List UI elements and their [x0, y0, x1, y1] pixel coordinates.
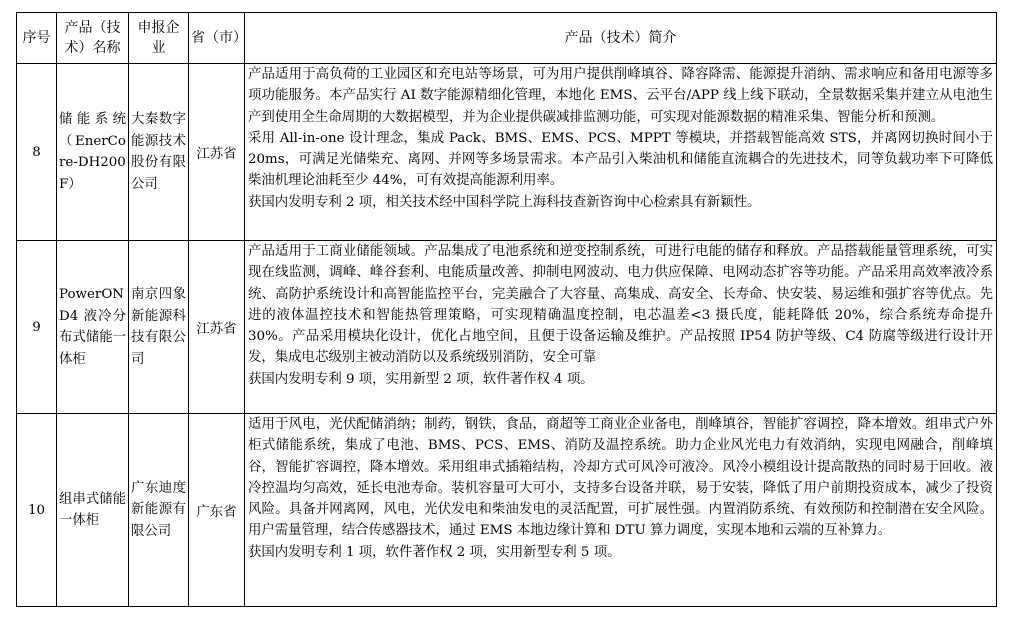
header-desc: 产品（技术）简介: [245, 13, 997, 64]
header-product: 产品（技术）名称: [57, 13, 129, 64]
row-company: 广东迪度新能源有限公司: [129, 414, 189, 607]
description-patents: 获国内发明专利 2 项，相关技术经中国科学院上海科技查新咨询中心检索具有新颖性。: [248, 194, 761, 210]
description-paragraph: 产品适用于高负荷的工业园区和充电站等场景，可为用户提供削峰填谷、降容降需、能源提升消纳、需求响应和备用电源等多项功能服务。本产品实行 AI 数字能源精细化管理，本地化 EMS、云平台/APP 线上线下联动，全景数据采集并建立从电池生产到使用全生命周期的大数据模型，并为企业提供碳减排监测功能，可实现对能源数据的精准采集、智能分析和预测。: [248, 67, 993, 125]
row-province: 广东省: [189, 414, 245, 607]
row-description: [245, 241, 997, 414]
row-company: 南京四象新能源科技有限公司: [129, 241, 189, 414]
row-province: 江苏省: [189, 64, 245, 241]
description-patents: 获国内发明专利 1 项，软件著作权 2 项，实用新型专利 5 项。: [248, 544, 621, 560]
row-company: 大秦数字能源技术股份有限公司: [129, 64, 189, 241]
description-paragraph: 适用于风电，光伏配储消纳；制药，钢铁，食品，商超等工商业企业备电，削峰填谷，智能扩容调控，降本增效。组串式户外柜式储能系统，集成了电池、BMS、PCS、EMS、消防及温控系统。助力企业风光电力有效消纳，实现电网融合，削峰填谷，智能扩容调控，降本增效。采用组串式插箱结构，冷却方式可风冷可液冷。风冷小模组设计提高散热的同时易于回收。液冷控温均匀高效，延长电池寿命。装机容量可大可小，支持多台设备并联，易于安装，降低了用户前期投资成本，减少了投资风险。具备并网离网，风电，光伏发电和柴油发电的灵活配置，可扩展性强。内置消防系统、有效预防和控制潜在安全风险。用户需量管理，结合传感器技术，通过 EMS 本地边缘计算和 DTU 算力调度，实现本地和云端的互补算力。: [248, 417, 993, 539]
row-description: [245, 64, 997, 241]
table-row: [17, 64, 997, 241]
row-seq: 10: [17, 414, 57, 607]
description-patents: 获国内发明专利 9 项，实用新型 2 项，软件著作权 4 项。: [248, 371, 594, 387]
row-province: 江苏省: [189, 241, 245, 414]
description-paragraph: 产品适用于工商业储能领域。产品集成了电池系统和逆变控制系统，可进行电能的储存和释放。产品搭载能量管理系统，可实现在线监测，调峰、峰谷套利、电能质量改善、抑制电网波动、电力供应保障、电网动态扩容等功能。产品采用高效率液冷系统、高防护系统设计和高智能监控平台，完美融合了大容量、高集成、高安全、长寿命、快安装、易运维和强扩容等优点。先进的液体温控技术和智能热管理策略，可实现精确温度控制，电芯温差<3 摄氏度，能耗降低 20%，综合系统寿命提升 30%。产品采用模块化设计，优化占地空间，且便于设备运输及维护。产品按照 IP54 防护等级、C4 防腐等级进行设计开发，集成电芯级别主被动消防以及系统级别消防，安全可靠: [248, 244, 993, 366]
header-seq: 序号: [17, 13, 57, 64]
table-header-row: [17, 13, 997, 64]
row-description: [245, 414, 997, 607]
row-product-name: 储能系统（EnerCore-DH200F）: [57, 64, 129, 241]
table-row: [17, 414, 997, 607]
header-company: 申报企业: [129, 13, 189, 64]
row-product-name: PowerOND4 液冷分布式储能一体柜: [57, 241, 129, 414]
product-table: [16, 12, 997, 607]
table-row: [17, 241, 997, 414]
row-seq: 9: [17, 241, 57, 414]
row-product-name: 组串式储能一体柜: [57, 414, 129, 607]
description-paragraph: 采用 All-in-one 设计理念，集成 Pack、BMS、EMS、PCS、MPPT 等模块，并搭载智能高效 STS，并离网切换时间小于 20ms，可满足光储柴充、离网、并网等多场景需求。本产品引入柴油机和储能直流耦合的先进技术，同等负载功率下可降低柴油机理论油耗至少 44%，可有效提高能源利用率。: [248, 130, 993, 189]
row-seq: 8: [17, 64, 57, 241]
header-province: 省（市）: [189, 13, 245, 64]
